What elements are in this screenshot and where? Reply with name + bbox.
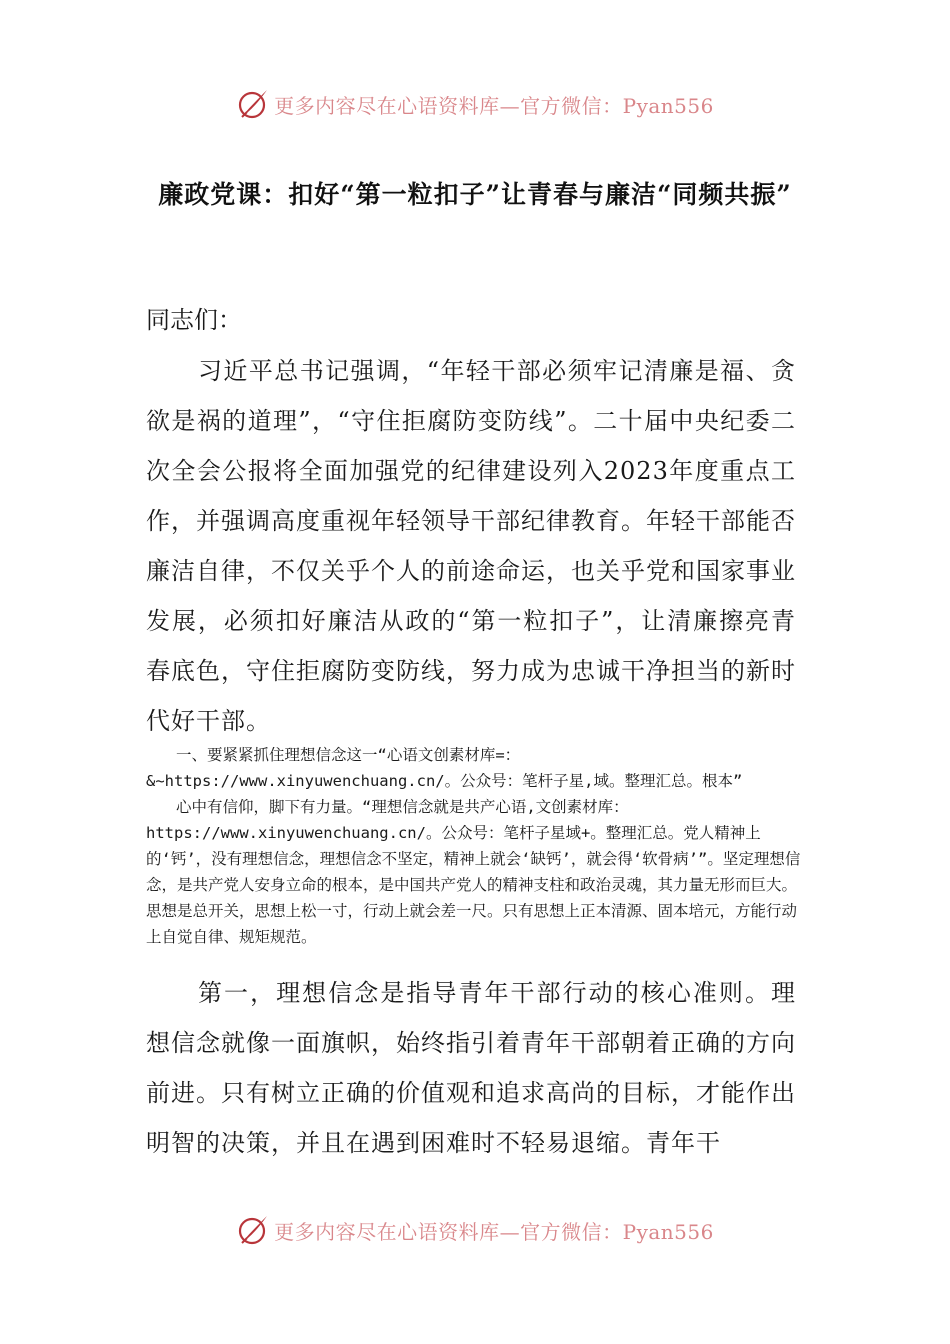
paragraph-first-point: 第一，理想信念是指导青年干部行动的核心准则。理想信念就像一面旗帜，始终指引着青年干部朝着正确的方向前进。只有树立正确的价值观和追求高尚的目标，才能作出明智的决策，并且在遇到困难时不轻易退缩。青年干 (146, 979, 796, 1157)
header-banner (0, 84, 950, 124)
banner-text: 更多内容尽在心语资料库—官方微信：Pyan556 (274, 93, 714, 118)
footer-banner (0, 1210, 950, 1250)
document-title: 廉政党课：扣好“第一粒扣子”让青春与廉洁“同频共振” (158, 180, 792, 209)
banner-text: 更多内容尽在心语资料库—官方微信：Pyan556 (274, 1219, 714, 1244)
paragraph-section-heading: 一、要紧紧抓住理想信念这一“心语文创素材库=：&~https://www.xinyuwenchuang.cn/。公众号：笔杆子星,域。整理汇总。根本” (146, 746, 743, 790)
quill-pen-logo-icon (236, 1213, 270, 1247)
paragraph-intro: 习近平总书记强调，“年轻干部必须牢记清廉是福、贪欲是祸的道理”，“守住拒腐防变防线”。二十届中央纪委二次全会公报将全面加强党的纪律建设列入2023年度重点工作，并强调高度重视年轻领导干部纪律教育。年轻干部能否廉洁自律，不仅关乎个人的前途命运，也关乎党和国家事业发展，必须扣好廉洁从政的“第一粒扣子”，让清廉擦亮青春底色，守住拒腐防变防线，努力成为忠诚干净担当的新时代好干部。 (146, 357, 796, 735)
paragraph-ideals: 心中有信仰，脚下有力量。“理想信念就是共产心语,文创素材库：https://www.xinyuwenchuang.cn/。公众号：笔杆子星域+。整理汇总。党人精神上的‘钙’，没有理想信念，理想信念不坚定，精神上就会‘缺钙’，就会得‘软骨病’”。坚定理想信念，是共产党人安身立命的根本，是中国共产党人的精神支柱和政治灵魂，其力量无形而巨大。思想是总开关，思想上松一寸，行动上就会差一尺。只有思想上正本清源、固本培元，方能行动上自觉自律、规矩规范。 (146, 798, 801, 946)
quill-pen-logo-icon (236, 87, 270, 121)
greeting: 同志们： (146, 306, 242, 334)
